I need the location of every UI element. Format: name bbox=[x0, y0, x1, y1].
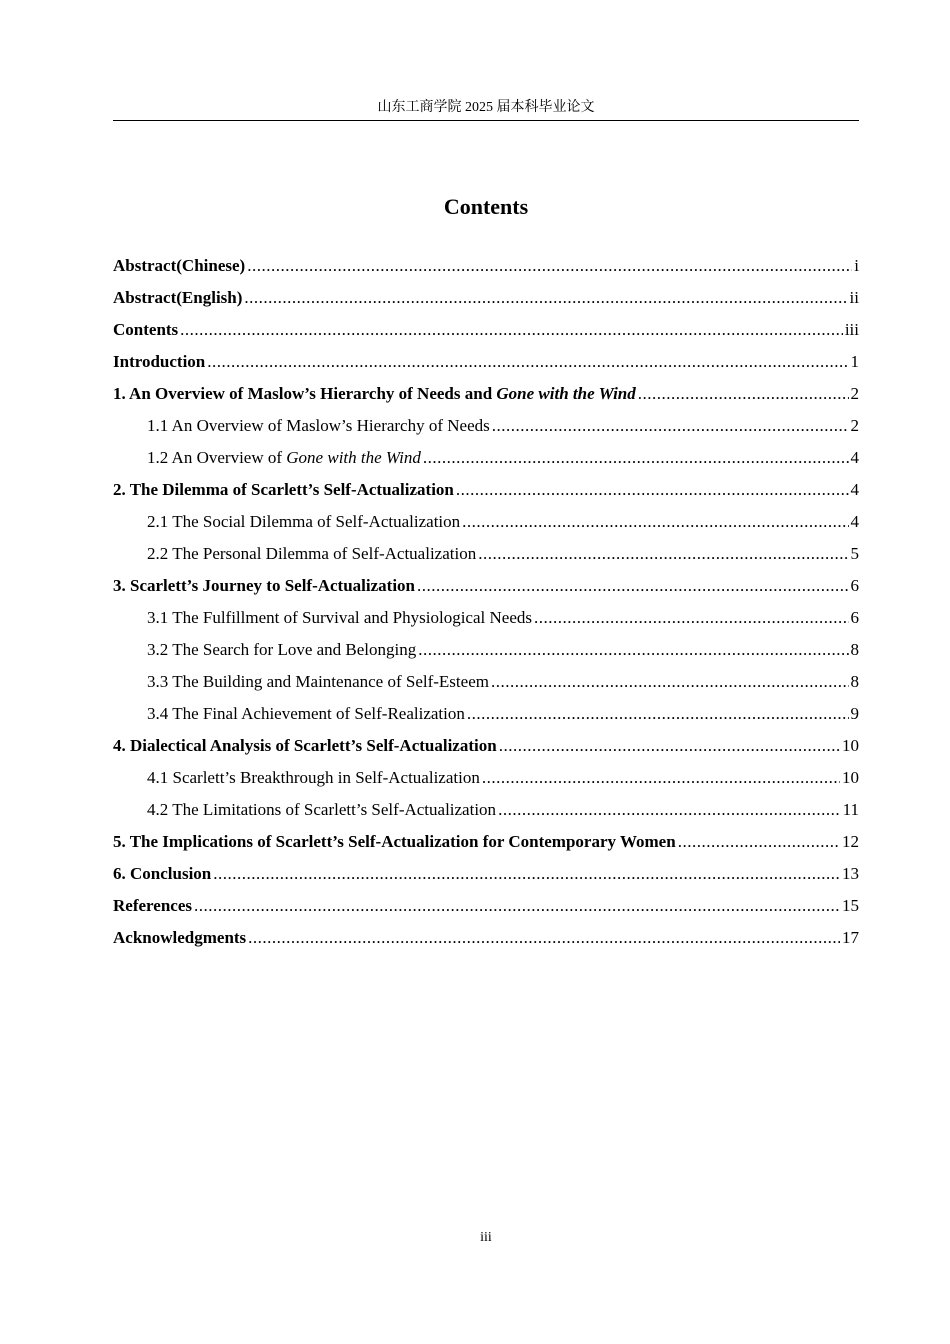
toc-entry-text: 5. The Implications of Scarlett’s Self-Actualization for Contemporary Women bbox=[113, 832, 676, 851]
toc-entry-page: 10 bbox=[842, 736, 859, 755]
toc-dot-leader bbox=[638, 382, 849, 406]
toc-entry-italic-title: Gone with the Wind bbox=[286, 448, 421, 467]
toc-entry[interactable] bbox=[113, 766, 859, 798]
toc-entry-label bbox=[113, 350, 205, 374]
toc-entry-label bbox=[147, 446, 421, 470]
toc-entry-label bbox=[147, 542, 476, 566]
page-number: iii bbox=[480, 1230, 492, 1245]
toc-entry-label bbox=[147, 510, 460, 534]
toc-dot-leader bbox=[213, 862, 840, 886]
toc-entry-label bbox=[113, 478, 454, 502]
toc-entry-text: 1.1 An Overview of Maslow’s Hierarchy of Needs bbox=[147, 416, 490, 435]
toc-entry-text: References bbox=[113, 896, 192, 915]
toc-entry-text: 1.2 An Overview of bbox=[147, 448, 287, 467]
toc-entry-page: 6 bbox=[850, 576, 859, 595]
toc-entry-page: 13 bbox=[842, 864, 859, 883]
toc-dot-leader bbox=[207, 350, 848, 374]
toc-entry[interactable] bbox=[113, 478, 859, 510]
toc-entry-text: 6. Conclusion bbox=[113, 864, 212, 883]
toc-entry[interactable] bbox=[113, 542, 859, 574]
toc-entry-label bbox=[147, 414, 490, 438]
toc-entry-text: Introduction bbox=[113, 352, 206, 371]
toc-entry[interactable] bbox=[113, 286, 859, 318]
toc-dot-leader bbox=[456, 478, 849, 502]
toc-entry-label bbox=[113, 734, 497, 758]
toc-entry-label bbox=[113, 382, 636, 406]
toc-dot-leader bbox=[180, 318, 843, 342]
toc-entry-page: 4 bbox=[850, 448, 859, 467]
toc-entry-label bbox=[147, 638, 416, 662]
toc-dot-leader bbox=[244, 286, 847, 310]
toc-dot-leader bbox=[499, 734, 840, 758]
toc-entry-label bbox=[147, 702, 465, 726]
toc-entry[interactable] bbox=[113, 670, 859, 702]
toc-entry-page: 8 bbox=[850, 640, 859, 659]
page-title: Contents bbox=[443, 194, 529, 219]
toc-entry-label bbox=[147, 606, 532, 630]
toc-dot-leader bbox=[248, 926, 840, 950]
page-header: 山东工商学院 2025 届本科毕业论文 bbox=[377, 100, 595, 115]
toc-entry[interactable] bbox=[113, 510, 859, 542]
toc-entry-text: 3.2 The Search for Love and Belonging bbox=[147, 640, 417, 659]
toc-entry-page: 11 bbox=[842, 800, 859, 819]
toc-entry-label bbox=[147, 670, 489, 694]
toc-entry[interactable] bbox=[113, 446, 859, 478]
toc-entry-page: iii bbox=[844, 320, 859, 339]
toc-entry[interactable] bbox=[113, 606, 859, 638]
toc-entry[interactable] bbox=[113, 318, 859, 350]
toc-entry-page: i bbox=[854, 256, 859, 275]
toc-dot-leader bbox=[194, 894, 840, 918]
toc-entry[interactable] bbox=[113, 254, 859, 286]
toc-entry-text: 2. The Dilemma of Scarlett’s Self-Actualization bbox=[113, 480, 454, 499]
toc-entry-label bbox=[113, 574, 415, 598]
toc-dot-leader bbox=[491, 670, 849, 694]
toc-entry-page: 2 bbox=[850, 416, 859, 435]
toc-entry[interactable] bbox=[113, 926, 859, 958]
toc-entry-label bbox=[147, 766, 480, 790]
toc-entry-page: ii bbox=[849, 288, 859, 307]
toc-entry-text: 3. Scarlett’s Journey to Self-Actualization bbox=[113, 576, 416, 595]
toc-entry[interactable] bbox=[113, 734, 859, 766]
toc-entry-label bbox=[113, 894, 192, 918]
toc-entry-label bbox=[113, 862, 211, 886]
toc-entry-page: 5 bbox=[850, 544, 859, 563]
toc-dot-leader bbox=[534, 606, 849, 630]
toc-entry-page: 15 bbox=[842, 896, 859, 915]
toc-entry[interactable] bbox=[113, 798, 859, 830]
toc-entry-text: 1. An Overview of Maslow’s Hierarchy of Needs and bbox=[113, 384, 497, 403]
toc-entry-text: 3.1 The Fulfillment of Survival and Physiological Needs bbox=[147, 608, 532, 627]
toc-entry-label bbox=[113, 286, 242, 310]
toc-dot-leader bbox=[498, 798, 841, 822]
toc-entry-label bbox=[113, 830, 676, 854]
toc-entry[interactable] bbox=[113, 830, 859, 862]
toc-entry[interactable] bbox=[113, 414, 859, 446]
toc-entry-label bbox=[113, 926, 246, 950]
toc-entry-text: 2.1 The Social Dilemma of Self-Actualization bbox=[147, 512, 461, 531]
toc-dot-leader bbox=[482, 766, 840, 790]
toc-entry[interactable] bbox=[113, 894, 859, 926]
toc-entry-text: 3.4 The Final Achievement of Self-Realization bbox=[147, 704, 465, 723]
toc-entry-page: 17 bbox=[842, 928, 859, 947]
toc-dot-leader bbox=[462, 510, 848, 534]
toc-dot-leader bbox=[417, 574, 848, 598]
toc-entry[interactable] bbox=[113, 638, 859, 670]
toc-dot-leader bbox=[423, 446, 849, 470]
toc-entry-page: 10 bbox=[842, 768, 859, 787]
toc-entry-page: 2 bbox=[850, 384, 859, 403]
toc-dot-leader bbox=[418, 638, 848, 662]
toc-dot-leader bbox=[492, 414, 849, 438]
toc-entry-label bbox=[113, 254, 245, 278]
table-of-contents bbox=[113, 254, 859, 958]
toc-dot-leader bbox=[467, 702, 849, 726]
toc-entry-text: 4. Dialectical Analysis of Scarlett’s Self-Actualization bbox=[113, 736, 497, 755]
toc-entry[interactable] bbox=[113, 382, 859, 414]
toc-entry-page: 4 bbox=[850, 512, 859, 531]
toc-entry[interactable] bbox=[113, 862, 859, 894]
toc-entry-text: Abstract(Chinese) bbox=[113, 256, 246, 275]
toc-entry-page: 8 bbox=[850, 672, 859, 691]
toc-entry-text: 4.2 The Limitations of Scarlett’s Self-Actualization bbox=[147, 800, 497, 819]
toc-dot-leader bbox=[247, 254, 852, 278]
toc-entry-page: 9 bbox=[850, 704, 859, 723]
toc-entry-italic-title: Gone with the Wind bbox=[496, 384, 636, 403]
toc-entry-page: 12 bbox=[842, 832, 859, 851]
toc-entry-text: Acknowledgments bbox=[113, 928, 247, 947]
toc-dot-leader bbox=[478, 542, 848, 566]
toc-entry-text: 2.2 The Personal Dilemma of Self-Actualization bbox=[147, 544, 477, 563]
toc-entry-text: 3.3 The Building and Maintenance of Self-Esteem bbox=[147, 672, 489, 691]
toc-entry-page: 4 bbox=[850, 480, 859, 499]
toc-entry-text: Abstract(English) bbox=[113, 288, 243, 307]
toc-entry-label bbox=[113, 318, 178, 342]
header-rule bbox=[113, 120, 859, 121]
toc-entry-page: 1 bbox=[850, 352, 859, 371]
toc-entry-text: Contents bbox=[113, 320, 179, 339]
toc-entry-page: 6 bbox=[850, 608, 859, 627]
toc-entry[interactable] bbox=[113, 574, 859, 606]
toc-entry[interactable] bbox=[113, 350, 859, 382]
toc-entry-text: 4.1 Scarlett’s Breakthrough in Self-Actualization bbox=[147, 768, 480, 787]
toc-entry-label bbox=[147, 798, 496, 822]
toc-dot-leader bbox=[678, 830, 840, 854]
toc-entry[interactable] bbox=[113, 702, 859, 734]
